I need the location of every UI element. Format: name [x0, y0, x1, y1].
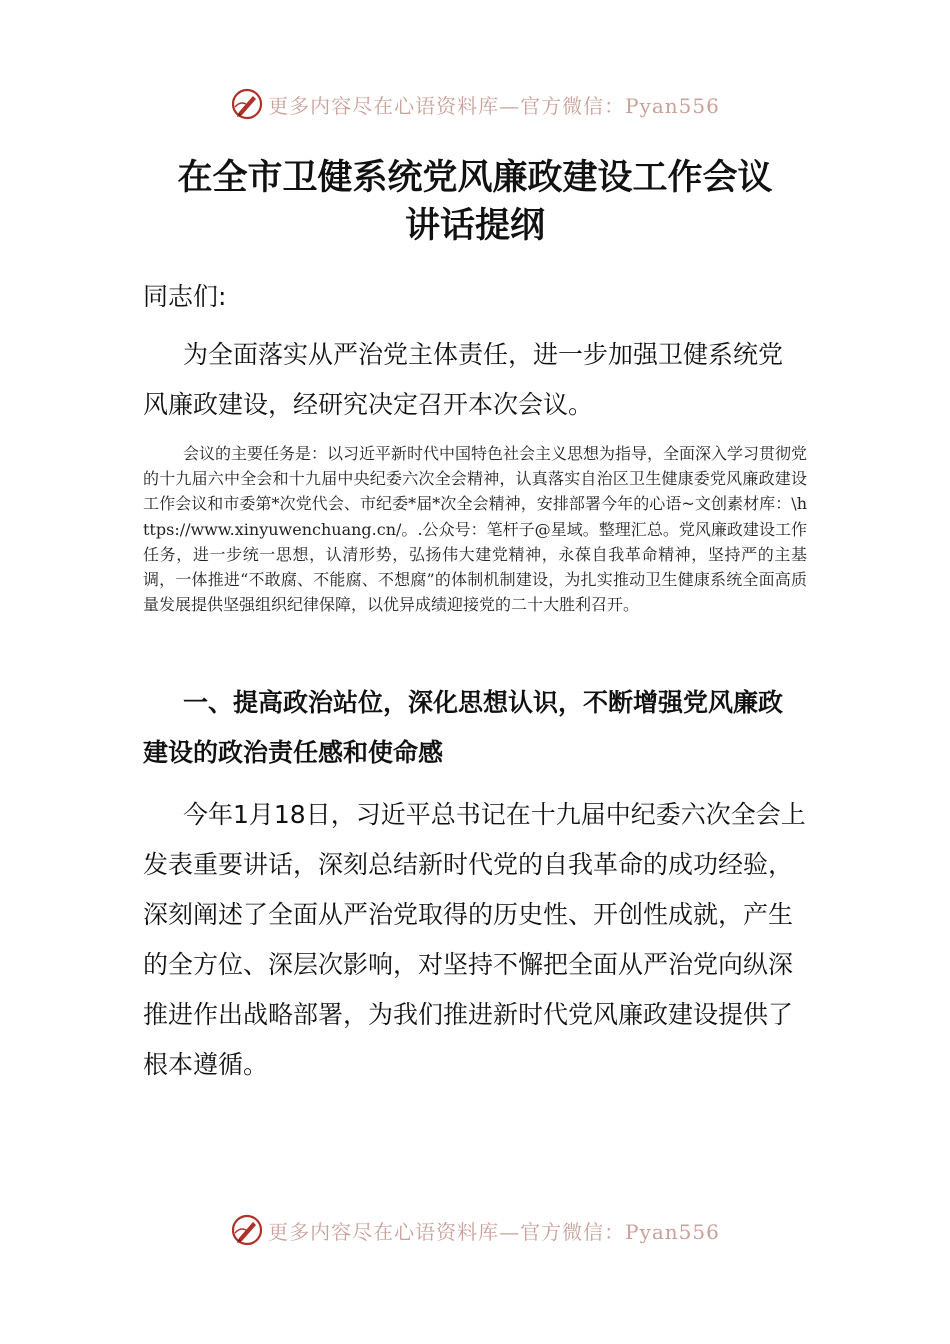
header-watermark-banner	[0, 82, 950, 126]
pen-logo-icon	[230, 87, 264, 121]
pen-logo-icon	[230, 1213, 264, 1247]
document-title-line-1: 在全市卫健系统党风廉政建设工作会议	[177, 157, 773, 198]
document-title-line-2: 讲话提纲	[404, 205, 545, 246]
watermark-text: 更多内容尽在心语资料库—官方微信：Pyan556	[268, 1219, 720, 1244]
meeting-tasks-paragraph: 会议的主要任务是：以习近平新时代中国特色社会主义思想为指导，全面深入学习贯彻党的十九届六中全会和十九届中央纪委六次全会精神，认真落实自治区卫生健康委党风廉政建设工作会议和市委第*次党代会、市纪委*届*次全会精神，安排部署今年的心语~文创素材库：\https://www.xinyuwenchuang.cn/。.公众号：笔杆子@星域。整理汇总。党风廉政建设工作任务，进一步统一思想，认清形势，弘扬伟大建党精神，永葆自我革命精神，坚持严的主基调，一体推进“不敢腐、不能腐、不想腐”的体制机制建设，为扎实推动卫生健康系统全面高质量发展提供坚强组织纪律保障，以优异成绩迎接党的二十大胜利召开。	[143, 444, 808, 615]
watermark-text: 更多内容尽在心语资料库—官方微信：Pyan556	[268, 93, 720, 118]
greeting: 同志们:	[143, 282, 227, 311]
body-paragraph-2: 今年1月18日，习近平总书记在十九届中纪委六次全会上发表重要讲话，深刻总结新时代党的自我革命的成功经验，深刻阐述了全面从严治党取得的历史性、开创性成就，产生的全方位、深层次影响，对坚持不懈把全面从严治党向纵深推进作出战略部署，为我们推进新时代党风廉政建设提供了根本遵循。	[143, 800, 806, 1079]
intro-paragraph: 为全面落实从严治党主体责任，进一步加强卫健系统党风廉政建设，经研究决定召开本次会议。	[143, 340, 784, 419]
footer-watermark-banner	[0, 1208, 950, 1252]
section-heading-1: 一、提高政治站位，深化思想认识，不断增强党风廉政建设的政治责任感和使命感	[143, 688, 784, 767]
